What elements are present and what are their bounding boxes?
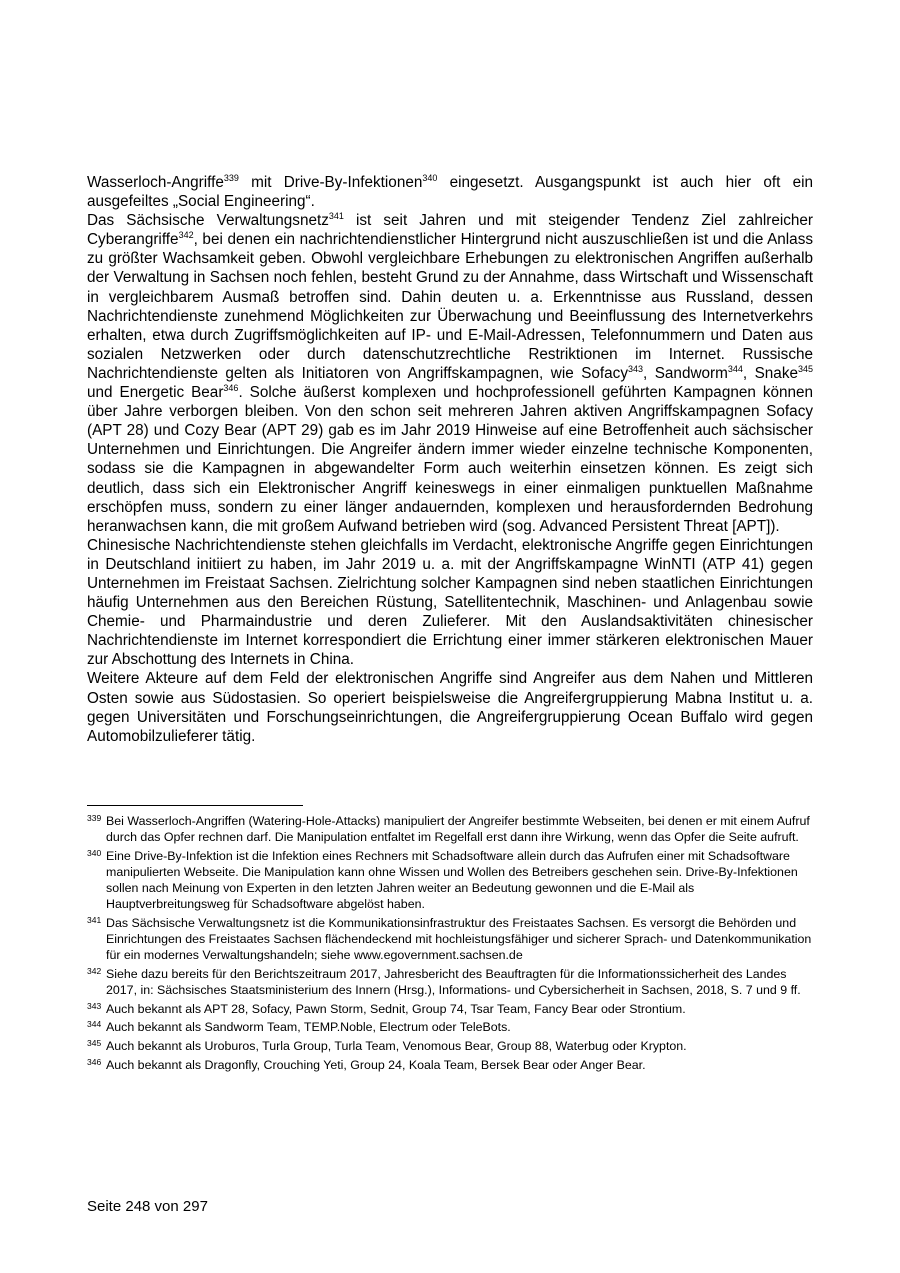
paragraph-text: mit Drive-By-Infektionen [238, 174, 423, 191]
page-number: Seite 248 von 297 [87, 1198, 208, 1215]
footnote-reference: 341 [328, 211, 344, 222]
footnote-number: 346 [87, 1056, 102, 1067]
footnote-text: Das Sächsische Verwaltungsnetz ist die Kommunikationsinfrastruktur des Freistaates Sachsen. Es versorgt die Behörden und Einrichtungen des Freistaates Sachsen flächendeckend mit hochleistungsfähiger und sicherer Sprach- und Datenkommunikation für ein modernes Verwaltungshandeln; siehe www.egovernment.sachsen.de [106, 916, 812, 963]
footnote-number: 342 [87, 966, 102, 976]
paragraph-text: , bei denen ein nachrichtendienstlicher Hintergrund nicht auszuschließen ist und die Anlass zu größter Wachsamkeit geben. Obwohl vergleichbare Erhebungen zu elektronischen Angriffen außerhalb der Verwaltung in Sachsen noch fehlen, besteht Grund zu der Annahme, dass Wirtschaft und Wissenschaft in vergleichbarem Ausmaß betroffen sind. Dahin deuten u. a. Erkenntnisse aus Russland, dessen Nachrichtendienste zunehmend Möglichkeiten zur Überwachung und Beeinflussung des Internetverkehrs erhalten, etwa durch Zugriffsmöglichkeiten auf IP- und E-Mail-Adressen, Telefonnummern und Daten aus sozialen Netzwerken oder durch datenschutzrechtliche Restriktionen im Internet. Russische Nachrichtendienste gelten als Initiatoren von Angriffskampagnen, wie Sofacy [87, 231, 813, 382]
paragraph [87, 669, 813, 745]
paragraph-text: Weitere Akteure auf dem Feld der elektronischen Angriffe sind Angreifer aus dem Nahen und Mittleren Osten sowie aus Südostasien. So operiert beispielsweise die Angreifergruppierung Mabna Institut u. a. gegen Universitäten und Forschungseinrichtungen, die Angreifergruppierung Ocean Buffalo wird gegen Automobilzulieferer tätig. [87, 670, 813, 745]
footnote [87, 966, 813, 998]
footnote-text: Auch bekannt als Sandworm Team, TEMP.Noble, Electrum oder TeleBots. [106, 1020, 511, 1035]
footnote-reference: 344 [727, 363, 743, 374]
footnote-number: 343 [87, 1000, 102, 1011]
footnote [87, 848, 813, 913]
footnote [87, 1057, 813, 1073]
paragraph-text: . Solche äußerst komplexen und hochprofessionell geführten Kampagnen können über Jahre verborgen bleiben. Von den schon seit mehreren Jahren aktiven Angriffskampagnen Sofacy (APT 28) und Cozy Bear (APT 29) gab es im Jahr 2019 Hinweise auf eine Betroffenheit auch sächsischer Unternehmen und Einrichtungen. Die Angreifer ändern immer wieder einzelne technische Komponenten, sodass sie die Kampagnen in abgewandelter Form auch weiterhin einsetzen können. Es zeigt sich deutlich, dass sich ein Elektronischer Angriff keineswegs in einer einmaligen punktuellen Maßnahme erschöpfen muss, sondern zu einer länger andauernden, komplexen und herausfordernden Bedrohung heranwachsen kann, die mit großem Aufwand betrieben wird (sog. Advanced Persistent Threat [APT]). [87, 384, 814, 535]
footnote-text: Eine Drive-By-Infektion ist die Infektion eines Rechners mit Schadsoftware allein durch das Aufrufen einer mit Schadsoftware manipulierten Webseite. Die Manipulation kann ohne Wissen und Wollen des Betreibers geschehen sein. Drive-By-Infektionen sollen nach Meinung von Experten in den letzten Jahren weiter an Bedeutung gewonnen und die E-Mail als Hauptverbreitungsweg für Schadsoftware abgelöst haben. [106, 848, 798, 912]
footnotes [87, 813, 813, 1075]
paragraph-text: , Sandworm [643, 364, 728, 382]
footnote-text: Auch bekannt als APT 28, Sofacy, Pawn Storm, Sednit, Group 74, Tsar Team, Fancy Bear oder Strontium. [106, 1001, 686, 1016]
paragraph [87, 536, 813, 670]
footnote-text: Auch bekannt als Uroburos, Turla Group, Turla Team, Venomous Bear, Group 88, Waterbug oder Krypton. [106, 1038, 687, 1053]
footnote-text: Bei Wasserloch-Angriffen (Watering-Hole-Attacks) manipuliert der Angreifer bestimmte Webseiten, bei denen er mit einem Aufruf durch das Opfer rechnen darf. Die Manipulation entfaltet im Regelfall erst dann ihre Wirkung, wenn das Opfer die Seite aufruft. [106, 814, 810, 845]
paragraph-text: Wasserloch-Angriffe [87, 174, 224, 191]
footnote-separator [87, 805, 303, 806]
paragraph-text: , Snake [742, 364, 798, 382]
footnote [87, 915, 813, 964]
paragraph-text: und Energetic Bear [87, 384, 224, 402]
paragraph-text: Das Sächsische Verwaltungsnetz [87, 212, 329, 230]
footnote-reference: 346 [223, 383, 239, 394]
paragraph [87, 211, 813, 536]
footnote [87, 813, 813, 845]
paragraph-text: eingesetzt. Ausgangspunkt ist auch hier oft ein ausgefeiltes „Social Engineering“. [87, 174, 813, 211]
footnote [87, 1038, 813, 1054]
footnote-reference: 340 [422, 173, 438, 183]
paragraph-text: Chinesische Nachrichtendienste stehen gleichfalls im Verdacht, elektronische Angriffe gegen Einrichtungen in Deutschland initiiert zu haben, im Jahr 2019 u. a. mit der Angriffskampagne WinNTI (ATP 41) gegen Unternehmen im Freistaat Sachsen. Zielrichtung solcher Kampagnen sind neben staatlichen Einrichtungen häufig Unternehmen aus den Bereichen Rüstung, Satellitentechnik, Maschinen- und Anlagenbau sowie Chemie- und Pharmaindustrie und deren Zulieferer. Mit den Auslandsaktivitäten chinesischer Nachrichtendienste im Internet korrespondiert die Errichtung einer immer stärkeren elektronischen Mauer zur Abschottung des Internets in China. [87, 536, 813, 669]
footnote-number: 339 [87, 813, 102, 823]
footnote-reference: 343 [627, 363, 643, 374]
footnote-reference: 345 [797, 363, 814, 374]
footnote-text: Auch bekannt als Dragonfly, Crouching Yeti, Group 24, Koala Team, Bersek Bear oder Anger Bear. [106, 1057, 646, 1072]
paragraph-text: ist seit Jahren und mit steigender Tendenz Ziel zahlreicher Cyberangriffe [87, 212, 813, 249]
footnote-number: 340 [87, 847, 102, 858]
footnote-number: 345 [87, 1037, 102, 1048]
footnote [87, 1001, 813, 1017]
footnote [87, 1019, 813, 1035]
footnote-number: 344 [87, 1019, 102, 1030]
footnote-number: 341 [87, 915, 102, 925]
paragraph [87, 173, 813, 211]
footnote-reference: 339 [223, 173, 239, 183]
body-text [87, 173, 813, 746]
footnote-text: Siehe dazu bereits für den Berichtszeitraum 2017, Jahresbericht des Beauftragten für die Informationssicherheit des Landes 2017, in: Sächsisches Staatsministerium des Innern (Hrsg.), Informations- und Cybersicherheit in Sachsen, 2018, S. 7 und 9 ff. [106, 967, 801, 998]
footnote-reference: 342 [178, 230, 194, 241]
